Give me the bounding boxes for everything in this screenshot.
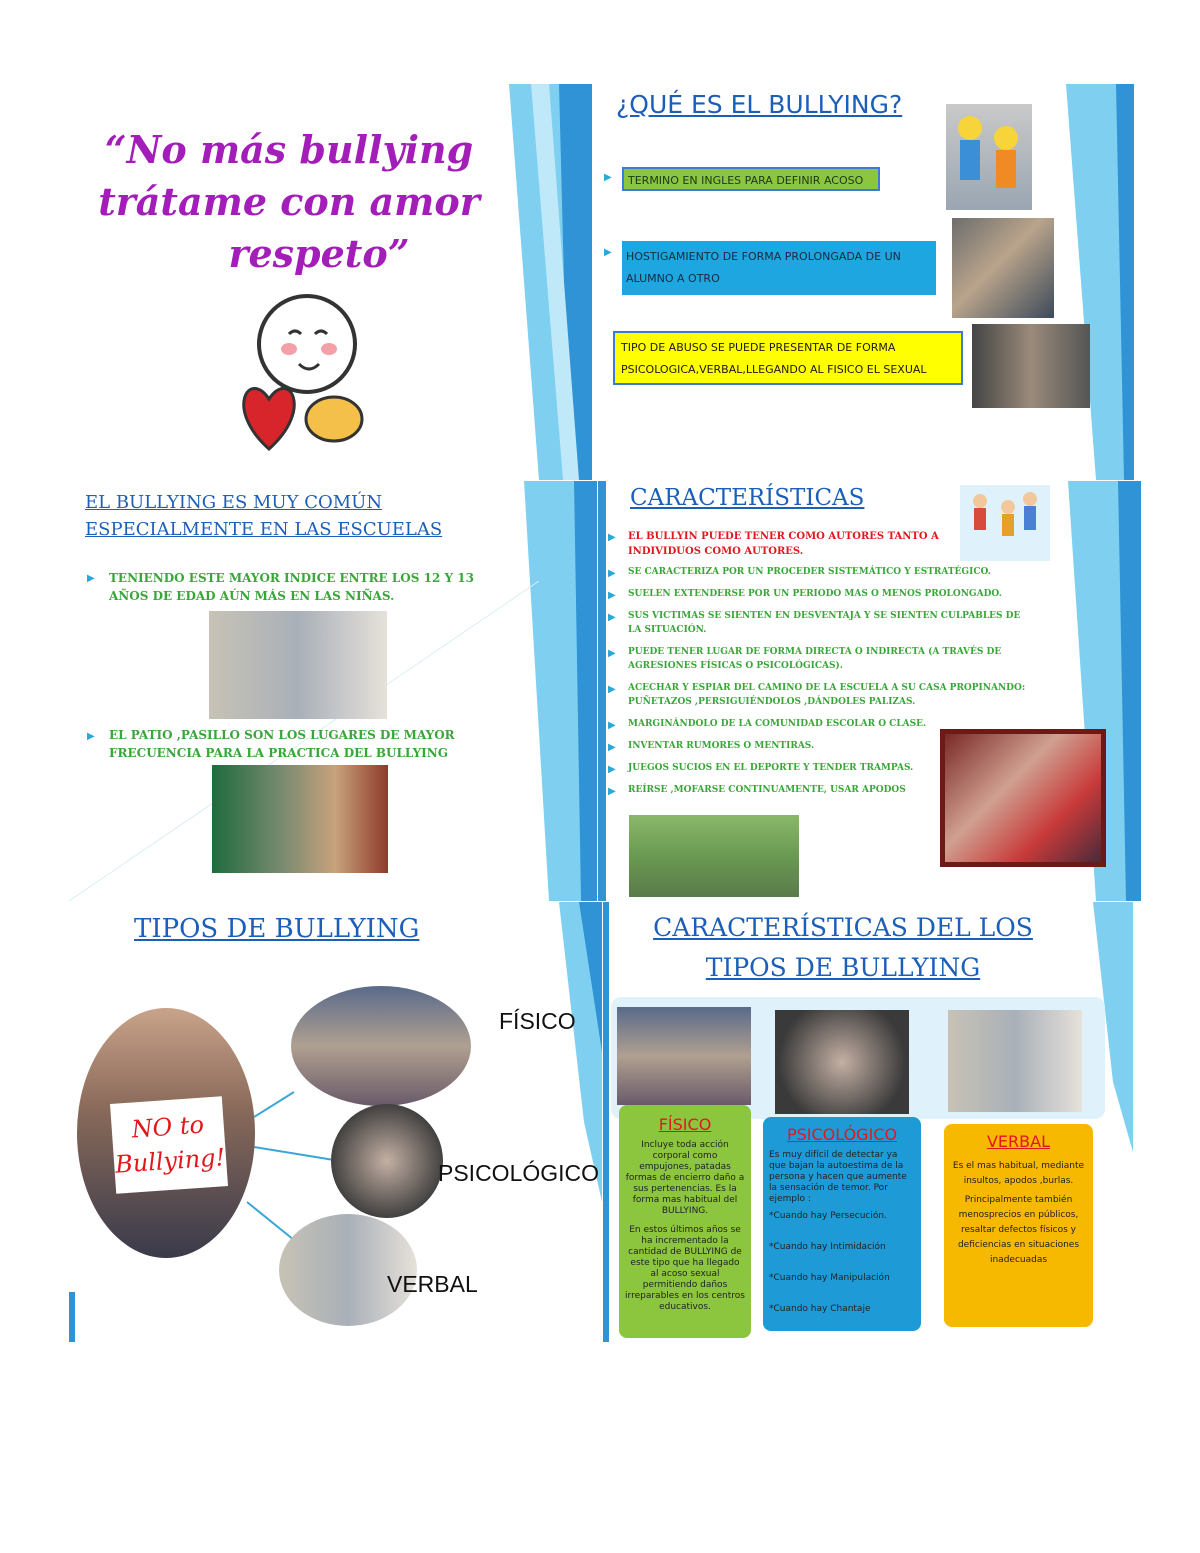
distressed-students-photo <box>940 729 1106 867</box>
list-item <box>606 645 1026 681</box>
list-item <box>606 565 1026 587</box>
bullet-text-2: EL PATIO ,PASILLO SON LOS LUGARES DE MAYOR FRECUENCIA PARA LA PRACTICA DEL BULLYING <box>109 728 455 760</box>
bullet-arrow-icon: ▶ <box>608 612 616 623</box>
characteristic-item-7: MARGINÁNDOLO DE LA COMUNIDAD ESCOLAR O CLASE. <box>628 719 927 729</box>
verbal-photo <box>279 1214 417 1326</box>
label-fisico: FÍSICO <box>499 1008 576 1034</box>
characteristic-item-6: ACECHAR Y ESPIAR DEL CAMINO DE LA ESCUELA A SU CASA PROPINANDO: PUÑETAZOS ,PERSIGUIÉNDOLOS ,DÁNDOLES PALIZAS. <box>628 683 1026 707</box>
headline-line-3: respeto” <box>228 231 410 276</box>
definition-box-2: HOSTIGAMIENTO DE FORMA PROLONGADA DE UN ALUMNO A OTRO <box>622 241 936 295</box>
bullet-arrow-icon: ▶ <box>608 720 616 731</box>
card-title-verbal: VERBAL <box>986 1132 1050 1151</box>
definition-box-3: TIPO DE ABUSO SE PUEDE PRESENTAR DE FORMA PSICOLOGICA,VERBAL,LLEGANDO AL FISICO EL SEXUAL <box>613 331 963 385</box>
slide-title: CARACTERÍSTICAS <box>630 485 865 511</box>
bullet-arrow-icon: ▶ <box>608 684 616 695</box>
bullet-arrow-icon: ▶ <box>604 172 612 183</box>
label-psicologico: PSICOLÓGICO <box>438 1160 600 1186</box>
card-text-verbal-2: Principalmente también menosprecios en públicos, resaltar defectos físicos y deficiencias en situaciones inadecuadas <box>957 1195 1080 1265</box>
cartoon-bullies-image <box>946 104 1032 210</box>
card-text-verbal: Es el mas habitual, mediante insultos, apodos ,burlas. <box>952 1161 1085 1186</box>
slide-no-mas-bullying <box>69 84 586 480</box>
headline-line-1: “No más bullying <box>104 127 474 172</box>
psicologico-photo <box>331 1104 443 1218</box>
slide-title <box>85 489 442 543</box>
sign-line-1: NO to <box>130 1110 205 1144</box>
bullet-arrow-icon: ▶ <box>608 742 616 753</box>
title-line-1: CARACTERÍSTICAS DEL LOS <box>653 913 1033 942</box>
crying-student-photo <box>952 218 1054 318</box>
card-item-persecucion: *Cuando hay Persecución. <box>769 1211 887 1221</box>
schoolyard-photo <box>629 815 799 897</box>
characteristic-item-2: SE CARACTERIZA POR UN PROCEDER SISTEMÁTICO Y ESTRATÉGICO. <box>628 567 991 577</box>
psicologico-card-photo <box>775 1010 909 1114</box>
slide-title: TIPOS DE BULLYING <box>134 914 420 944</box>
card-text-fisico-2: En estos últimos años se ha incrementado la cantidad de BULLYING de este tipo que ha llegado al acoso sexual permitiendo daños irreparables en los centros educativos. <box>625 1225 745 1312</box>
pointing-fingers-photo <box>972 324 1090 408</box>
no-to-bullying-sign <box>110 1096 228 1194</box>
characteristic-item-8: INVENTAR RUMORES O MENTIRAS. <box>628 741 815 751</box>
slide-caracteristicas <box>598 481 1141 901</box>
bullet-arrow-icon: ▶ <box>608 568 616 579</box>
verbal-card-photo <box>948 1010 1082 1112</box>
headline <box>69 124 509 280</box>
slide-tipos-de-bullying <box>69 902 602 1342</box>
fisico-card-photo <box>617 1007 751 1105</box>
list-item <box>606 587 1026 609</box>
characteristic-item-9: JUEGOS SUCIOS EN EL DEPORTE Y TENDER TRAMPAS. <box>628 763 914 773</box>
card-item-manipulacion: *Cuando hay Manipulación <box>769 1273 890 1283</box>
slide-que-es-bullying <box>586 84 1134 480</box>
title-line-2: ESPECIALMENTE EN LAS ESCUELAS <box>85 519 443 540</box>
card-text-fisico: Incluye toda acción corporal como empujones, patadas formas de encierro daño a sus pertenencias. Es la forma mas habitual del BULLYING. <box>625 1140 745 1216</box>
label-verbal: VERBAL <box>387 1271 478 1297</box>
card-item-intimidacion: *Cuando hay Intimidación <box>769 1242 886 1252</box>
bullet-text-1: TENIENDO ESTE MAYOR INDICE ENTRE LOS 12 Y 13 AÑOS DE EDAD AÚN MÁS EN LAS NIÑAS. <box>109 571 474 603</box>
characteristic-item-10: REÍRSE ,MOFARSE CONTINUAMENTE, USAR APODOS <box>628 785 906 795</box>
slide-caracteristicas-tipos <box>603 902 1133 1342</box>
characteristic-item-1: EL BULLYIN PUEDE TENER COMO AUTORES TANTO A INDIVIDUOS COMO AUTORES. <box>628 531 939 557</box>
title-line-2: TIPOS DE BULLYING <box>705 953 981 982</box>
card-title-fisico: FÍSICO <box>658 1115 712 1134</box>
characteristic-item-4: SUS VICTIMAS SE SIENTEN EN DESVENTAJA Y SE SIENTEN CULPABLES DE LA SITUACIÓN. <box>628 611 1021 635</box>
card-item-chantaje: *Cuando hay Chantaje <box>769 1304 871 1314</box>
psicologico-card <box>763 1117 921 1331</box>
sign-line-2: Bullying! <box>114 1143 227 1179</box>
bullet-arrow-icon: ▶ <box>87 731 95 742</box>
verbal-card <box>944 1124 1093 1327</box>
list-item <box>606 529 1026 565</box>
teen-group-photo <box>209 611 387 719</box>
bullet-arrow-icon: ▶ <box>608 764 616 775</box>
bullet-arrow-icon: ▶ <box>608 590 616 601</box>
characteristic-item-3: SUELEN EXTENDERSE POR UN PERIODO MAS O MENOS PROLONGADO. <box>628 589 1002 599</box>
characteristic-item-5: PUEDE TENER LUGAR DE FORMA DIRECTA O INDIRECTA (A TRAVÉS DE AGRESIONES FÍSICAS O PSICOLÓGICAS). <box>628 647 1002 671</box>
bullet-arrow-icon: ▶ <box>604 247 612 258</box>
card-title-psicologico: PSICOLÓGICO <box>786 1125 898 1144</box>
slide-bullying-comun <box>69 481 597 901</box>
slide-title: ¿QUÉ ES EL BULLYING? <box>616 90 903 119</box>
no-to-bullying-circle <box>77 1008 255 1258</box>
list-item <box>606 681 1026 717</box>
bullet-arrow-icon: ▶ <box>608 648 616 659</box>
card-text-psicologico: Es muy difícil de detectar ya que bajan la autoestima de la persona y hacen que aumente la sensación de temor. Por ejemplo : <box>769 1150 907 1204</box>
fisico-photo <box>291 986 471 1106</box>
hallway-bullying-photo <box>212 765 388 873</box>
slide-title <box>603 908 1083 988</box>
bullet-arrow-icon: ▶ <box>608 786 616 797</box>
bullet-arrow-icon: ▶ <box>608 532 616 543</box>
list-item <box>606 609 1026 645</box>
headline-line-2: trátame con amor <box>98 179 480 224</box>
bullet-arrow-icon: ▶ <box>87 573 95 584</box>
fisico-card <box>619 1105 751 1338</box>
definition-box-1: TERMINO EN INGLES PARA DEFINIR ACOSO <box>622 167 880 191</box>
heart-child-illustration <box>229 289 379 459</box>
title-line-1: EL BULLYING ES MUY COMÚN <box>85 492 383 513</box>
